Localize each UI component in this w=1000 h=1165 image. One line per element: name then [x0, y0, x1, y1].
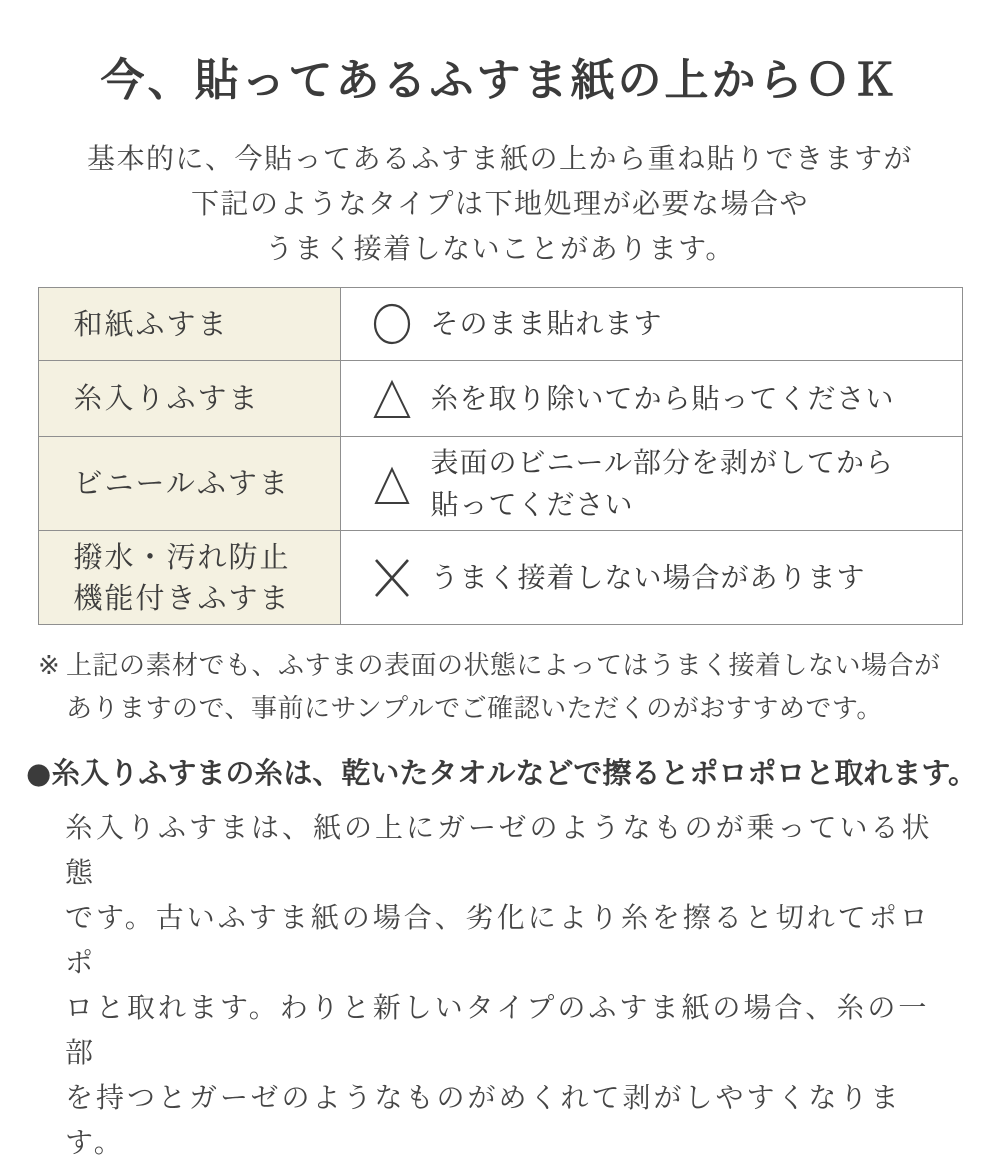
material-cell: [38, 531, 340, 625]
triangle-icon: [371, 376, 413, 422]
thread-note-heading-text: 糸入りふすまの糸は、乾いたタオルなどで擦るとポロポロと取れます。: [51, 756, 977, 790]
material-cell: [38, 361, 340, 437]
caution-note: [38, 645, 962, 731]
table-row: [38, 361, 962, 437]
material-label: ビニールふすま: [73, 466, 290, 500]
intro-text: [0, 136, 1000, 271]
circle-icon: [371, 301, 413, 347]
bullet-icon: ●: [26, 756, 52, 790]
table-row: [38, 288, 962, 361]
material-cell: [38, 437, 340, 531]
table-row: [38, 531, 962, 625]
result-cell: [340, 437, 962, 531]
result-cell: [340, 531, 962, 625]
result-cell: [340, 361, 962, 437]
note-marker: ※: [38, 651, 61, 681]
table-row: [38, 437, 962, 531]
triangle-icon: [371, 461, 413, 507]
material-label: 和紙ふすま: [73, 306, 229, 341]
result-text: そのまま貼れます: [430, 307, 663, 340]
page-title: 今、貼ってあるふすま紙の上からＯＫ: [100, 55, 900, 106]
intro-line: 下記のようなタイプは下地処理が必要な場合や: [190, 187, 810, 220]
thread-note-body: 糸入りふすまは、紙の上にガーゼのようなものが乗っている状態 です。古いふすま紙の場合、劣化により糸を擦ると切れてポロポ ロと取れます。わりと新しいタイプのふすま紙の場合、糸の一部 を持つとガーゼのようなものがめくれて剥がしやすくなります。: [65, 811, 933, 1159]
result-text: うまく接着しない場合があります: [430, 560, 866, 594]
result-text: 表面のビニール部分を剥がしてから 貼ってください: [430, 445, 894, 521]
result-text: 糸を取り除いてから貼ってください: [430, 381, 895, 415]
compatibility-table: [38, 287, 963, 625]
material-label: 糸入りふすま: [73, 381, 260, 415]
material-cell: [38, 288, 340, 361]
material-label: 撥水・汚れ防止: [73, 539, 291, 574]
fusuma-info-page: [0, 50, 1000, 1159]
thread-note-heading: [26, 753, 980, 793]
material-label: 機能付きふすま: [73, 580, 291, 615]
intro-line: 基本的に、今貼ってあるふすま紙の上から重ね貼りできますが: [86, 142, 913, 175]
intro-line: うまく接着しないことがあります。: [265, 232, 735, 265]
cross-icon: [371, 555, 413, 601]
result-cell: [340, 288, 962, 361]
note-text: 上記の素材でも、ふすまの表面の状態によってはうまく接着しない場合が ありますので、事前にサンプルでご確認いただくのがおすすめです。: [66, 651, 941, 724]
